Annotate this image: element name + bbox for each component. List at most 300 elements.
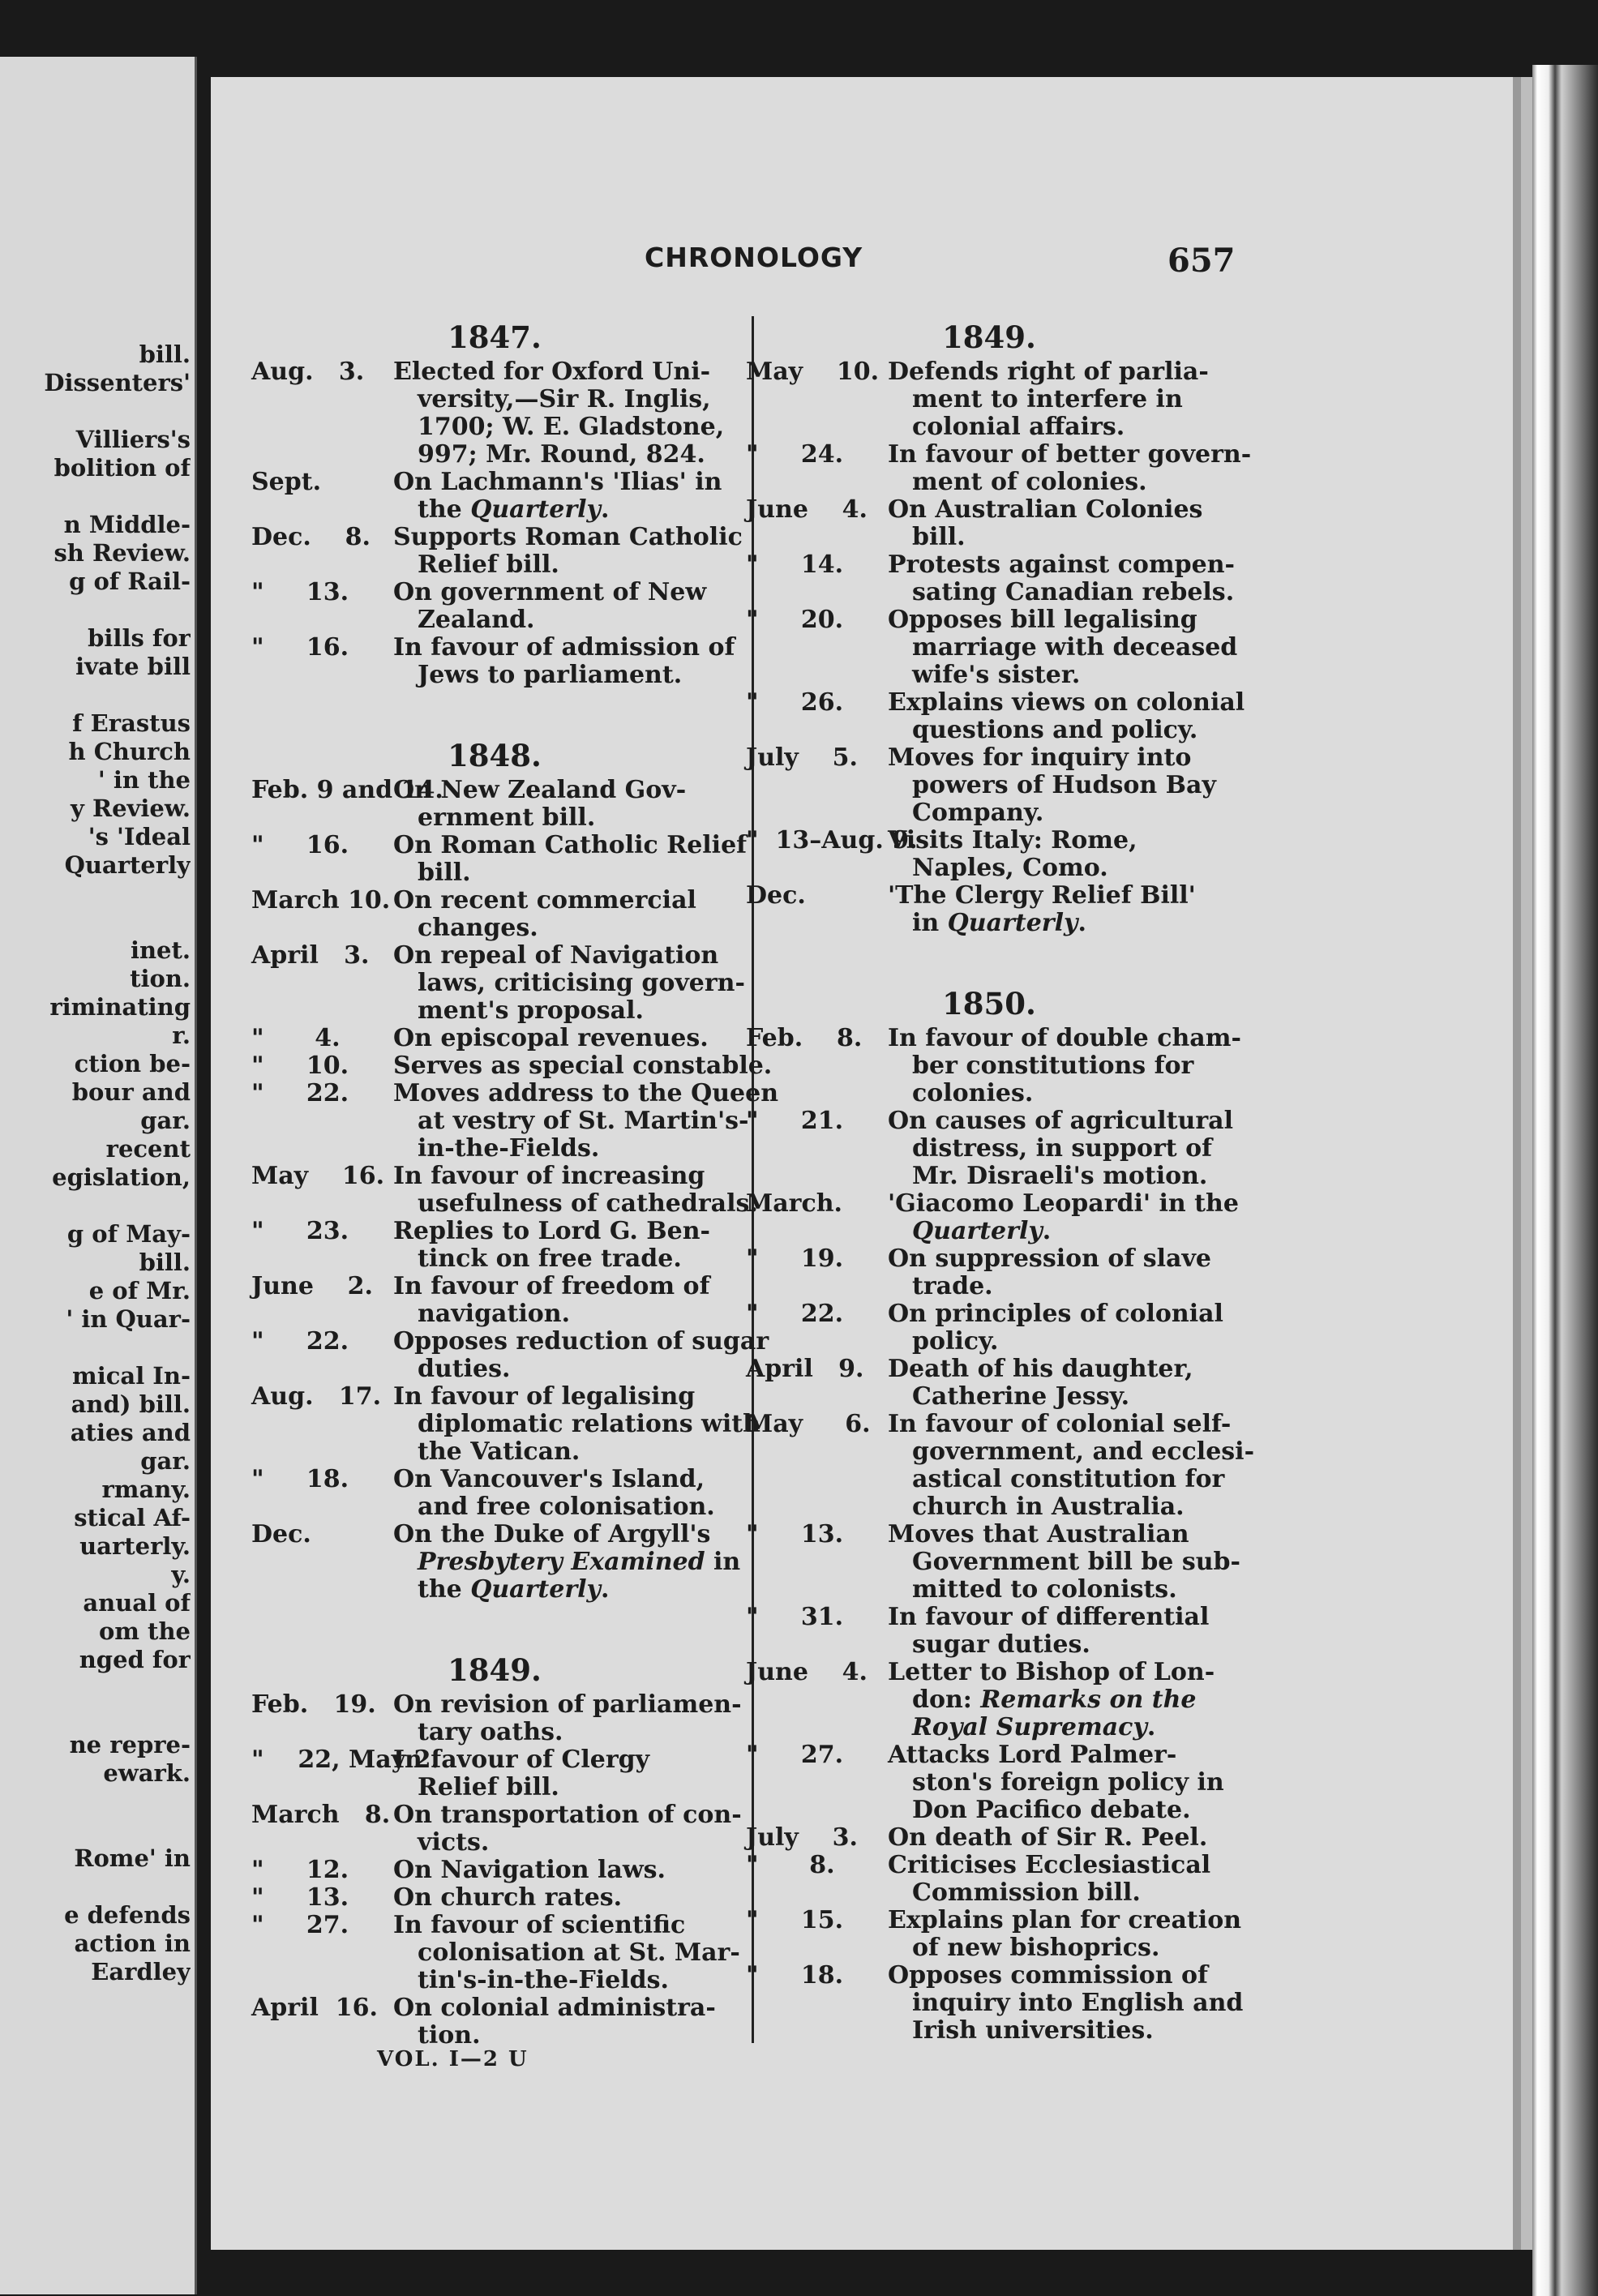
entry-date: " 22. <box>251 1327 349 1356</box>
facing-page-line: bolition of <box>54 454 191 482</box>
chronology-entry <box>251 1912 738 1994</box>
entry-date: Dec. <box>251 1520 311 1549</box>
entry-line: On causes of agricultural <box>888 1107 1233 1135</box>
entry-date: Aug. 17. <box>251 1382 382 1411</box>
facing-page-line: ivate bill <box>75 653 191 680</box>
entry-line: Death of his daughter, <box>888 1355 1193 1383</box>
entry-line: bill. <box>418 859 471 887</box>
entry-description <box>888 441 1251 496</box>
entry-line: colonies. <box>912 1079 1034 1107</box>
facing-page-line <box>0 1816 191 1844</box>
chronology-entry <box>746 1189 1239 1245</box>
facing-page-line: tion. <box>130 965 191 992</box>
facing-page-line: inet. <box>130 936 191 964</box>
entry-line: On Lachmann's 'Ilias' in <box>393 468 722 496</box>
right-column <box>746 308 1255 2045</box>
entry-line: Relief bill. <box>418 550 559 579</box>
entry-date: " 10. <box>251 1052 349 1080</box>
facing-page-line <box>0 482 191 511</box>
entry-description <box>888 1025 1241 1107</box>
chronology-entry <box>746 1356 1232 1411</box>
entry-date: " 19. <box>746 1244 844 1273</box>
entry-line: tin's-in-the-Fields. <box>418 1966 669 1994</box>
entry-date: " 22. <box>251 1079 349 1107</box>
entry-line: On transportation of con- <box>393 1801 742 1829</box>
chronology-entry <box>251 1466 738 1521</box>
entry-line: of new bishoprics. <box>912 1934 1160 1962</box>
entry-line: Serves as special constable. <box>393 1052 773 1080</box>
entry-description <box>888 551 1235 606</box>
entry-line: Attacks Lord Palmer- <box>888 1741 1177 1769</box>
entry-line: In favour of scientific <box>393 1911 686 1939</box>
entry-date: Dec. 8. <box>251 523 371 551</box>
entry-line: sugar duties. <box>912 1630 1090 1659</box>
entry-date: May 6. <box>746 1410 871 1438</box>
chronology-entry <box>251 358 738 469</box>
facing-page-line: sh Review. <box>54 539 191 567</box>
facing-page-line: action in <box>74 1930 191 1957</box>
facing-page-line: Quarterly <box>64 851 191 879</box>
facing-page-line: anual of <box>83 1589 191 1617</box>
entry-line: ston's foreign policy in <box>912 1768 1224 1797</box>
facing-page-line: e defends <box>64 1901 191 1929</box>
entry-line: the Vatican. <box>418 1437 581 1466</box>
chronology-entry <box>746 358 1232 441</box>
chronology-entry <box>746 827 1232 882</box>
facing-page-line: uarterly. <box>79 1532 191 1560</box>
facing-page-line <box>0 397 191 426</box>
chronology-entry <box>251 941 745 1025</box>
chronology-entry <box>251 523 743 579</box>
entry-description <box>393 1466 738 1521</box>
entry-date: " 13. <box>251 578 349 606</box>
facing-page-line: bills for <box>88 624 191 652</box>
entry-date: " 14. <box>746 550 844 579</box>
entry-line: In favour of colonial self- <box>888 1410 1232 1438</box>
entry-date: " 26. <box>746 688 844 717</box>
entry-date: " 23. <box>251 1217 349 1245</box>
entry-line: bill. <box>912 523 966 551</box>
facing-page-line: g of May- <box>66 1220 191 1248</box>
chronology-entry <box>251 1994 738 2050</box>
entry-line: the Quarterly. <box>418 1575 610 1604</box>
entry-line: Opposes reduction of sugar <box>393 1327 769 1356</box>
entry-date: March. <box>746 1189 842 1218</box>
facing-page-line: egislation, <box>52 1163 191 1191</box>
chronology-entry <box>251 1162 758 1218</box>
entry-line: marriage with deceased <box>912 633 1238 662</box>
facing-page-line <box>0 908 191 936</box>
entry-line: In favour of double cham- <box>888 1024 1241 1052</box>
chronology-entry <box>251 1857 738 1884</box>
entry-date: " 16. <box>251 831 349 859</box>
chronology-entry <box>251 1052 773 1080</box>
chronology-entry <box>746 606 1238 689</box>
entry-description <box>393 1912 740 1994</box>
facing-page-line: h Church <box>68 738 191 765</box>
facing-page-line: r. <box>172 1022 191 1049</box>
entry-description <box>393 1052 772 1080</box>
entry-date: " 18. <box>251 1465 349 1493</box>
entry-description <box>393 524 743 579</box>
entry-line: Criticises Ecclesiastical <box>888 1851 1211 1879</box>
entry-line: Jews to parliament. <box>418 661 683 689</box>
entry-line: On colonial administra- <box>393 1994 716 2022</box>
entry-description <box>888 358 1232 441</box>
entry-date: Feb. 8. <box>746 1024 863 1052</box>
chronology-entry <box>251 634 738 689</box>
facing-page-line <box>0 1334 191 1362</box>
entry-date: " 15. <box>746 1906 844 1934</box>
facing-page-line: nged for <box>79 1646 191 1673</box>
entry-line: navigation. <box>418 1300 571 1328</box>
entry-line: diplomatic relations with <box>418 1410 760 1438</box>
entry-description <box>393 1273 738 1328</box>
entry-date: " 4. <box>251 1024 341 1052</box>
entry-description <box>888 496 1232 551</box>
entry-line: colonial affairs. <box>912 413 1125 441</box>
year-heading: 1847. <box>448 319 542 355</box>
chronology-entry <box>251 1025 738 1052</box>
entry-line: Replies to Lord G. Ben- <box>393 1217 710 1245</box>
entry-line: Zealand. <box>418 606 535 634</box>
facing-page-line: bill. <box>139 341 191 368</box>
entry-description <box>393 579 738 634</box>
entry-description <box>888 1824 1232 1852</box>
entry-date: " 27. <box>746 1741 844 1769</box>
entry-line: On Roman Catholic Relief <box>393 831 748 859</box>
year-heading: 1848. <box>448 738 542 773</box>
entry-line: questions and policy. <box>912 716 1198 744</box>
entry-date: April 9. <box>746 1355 864 1383</box>
year-heading: 1849. <box>448 1652 542 1688</box>
chronology-entry <box>251 831 748 887</box>
entry-line: sating Canadian rebels. <box>912 578 1235 606</box>
entry-description <box>888 1604 1232 1659</box>
entry-date: July 5. <box>746 743 858 772</box>
left-column <box>251 308 779 2050</box>
entry-line: In favour of freedom of <box>393 1272 710 1300</box>
facing-page-line: om the <box>98 1617 191 1645</box>
entry-date: " 31. <box>746 1603 844 1631</box>
chronology-entry <box>746 688 1245 744</box>
entry-line: Don Pacifico debate. <box>912 1796 1191 1824</box>
entry-description <box>393 1383 760 1466</box>
entry-description <box>393 1080 778 1163</box>
entry-line: On Vancouver's Island, <box>393 1465 705 1493</box>
entry-line: Opposes bill legalising <box>888 606 1197 634</box>
entry-date: Aug. 3. <box>251 358 365 386</box>
entry-description <box>888 1190 1239 1245</box>
entry-line: Naples, Como. <box>912 854 1108 882</box>
facing-page-line: ' in Quar- <box>66 1305 191 1333</box>
entry-line: Quarterly. <box>912 1217 1052 1245</box>
chronology-entry <box>251 469 738 524</box>
running-head: CHRONOLOGY <box>645 242 863 273</box>
entry-line: trade. <box>912 1272 993 1300</box>
facing-page-line: gar. <box>140 1107 191 1134</box>
entry-line: victs. <box>418 1828 490 1857</box>
entry-line: astical constitution for <box>912 1465 1225 1493</box>
chronology-entry <box>746 1741 1232 1824</box>
page-number: 657 <box>1167 242 1236 280</box>
facing-page-line: rmany. <box>101 1476 191 1503</box>
entry-description <box>393 634 738 689</box>
entry-date: July 3. <box>746 1823 858 1852</box>
entry-description <box>393 1521 740 1604</box>
entry-line: Moves that Australian <box>888 1520 1189 1549</box>
entry-description <box>393 832 747 887</box>
entry-description <box>888 1962 1243 2045</box>
chronology-entry <box>251 1690 742 1746</box>
facing-page-line: mical In- <box>72 1362 191 1390</box>
facing-page-line: Villiers's <box>75 426 191 453</box>
chronology-entry <box>746 1410 1255 1521</box>
entry-description <box>888 1107 1233 1190</box>
entry-line: In favour of increasing <box>393 1162 705 1190</box>
entry-line: On suppression of slave <box>888 1244 1211 1273</box>
entry-line: In favour of differential <box>888 1603 1210 1631</box>
facing-page-line: g of Rail- <box>69 568 191 595</box>
entry-line: 1700; W. E. Gladstone, <box>418 413 725 441</box>
entry-line: In favour of legalising <box>393 1382 696 1411</box>
entry-line: ment's proposal. <box>418 996 644 1025</box>
entry-description <box>888 1521 1240 1604</box>
entry-date: May 10. <box>746 358 880 386</box>
entry-line: On Navigation laws. <box>393 1856 666 1884</box>
entry-line: Explains plan for creation <box>888 1906 1242 1934</box>
facing-page-line: ction be- <box>74 1050 191 1077</box>
chronology-entry <box>746 1604 1232 1659</box>
entry-description <box>393 1884 738 1912</box>
entry-line: Explains views on colonial <box>888 688 1245 717</box>
entry-description <box>888 1852 1232 1907</box>
chronology-entry <box>746 1520 1240 1604</box>
entry-line: 'Giacomo Leopardi' in the <box>888 1189 1239 1218</box>
entry-description <box>393 1857 738 1884</box>
entry-line: On recent commercial <box>393 886 696 915</box>
entry-date: " 27. <box>251 1911 349 1939</box>
chronology-entry <box>746 440 1252 496</box>
entry-date: April 16. <box>251 1994 378 2022</box>
entry-line: Company. <box>912 799 1044 827</box>
signature-mark: VOL. I—2 U <box>377 2047 529 2071</box>
entry-line: changes. <box>418 914 538 942</box>
facing-page-line: recent <box>105 1135 191 1163</box>
facing-page-line: gar. <box>140 1447 191 1475</box>
facing-page-line: Eardley <box>91 1958 191 1985</box>
entry-line: On death of Sir R. Peel. <box>888 1823 1208 1852</box>
entry-description <box>888 1245 1232 1300</box>
entry-line: the Quarterly. <box>418 495 610 524</box>
entry-description <box>393 1025 738 1052</box>
entry-line: ber constitutions for <box>912 1052 1194 1080</box>
entry-line: tion. <box>418 2021 481 2050</box>
entry-description <box>393 469 738 524</box>
chronology-entry <box>251 887 738 942</box>
entry-line: ment of colonies. <box>912 468 1147 496</box>
chronology-entry <box>746 1961 1244 2045</box>
chronology-entry <box>251 1079 779 1163</box>
entry-line: Mr. Disraeli's motion. <box>912 1162 1208 1190</box>
facing-page-line: ' in the <box>97 766 191 794</box>
chronology-entry <box>251 1273 738 1328</box>
facing-page-line: y. <box>171 1561 191 1588</box>
entry-line: in Quarterly. <box>912 909 1086 937</box>
facing-page-line: f Erastus <box>72 709 191 737</box>
entry-description <box>888 1659 1232 1741</box>
facing-page-line: riminating <box>49 993 191 1021</box>
entry-line: versity,—Sir R. Inglis, <box>418 385 711 413</box>
entry-description <box>393 358 738 469</box>
chronology-entry <box>746 1245 1232 1300</box>
entry-description <box>888 606 1237 689</box>
entry-line: On episcopal revenues. <box>393 1024 709 1052</box>
entry-description <box>393 1746 738 1801</box>
entry-date: " 21. <box>746 1107 844 1135</box>
facing-page-line <box>0 681 191 709</box>
entry-description <box>888 1411 1254 1521</box>
chronology-entry <box>746 882 1232 937</box>
entry-date: " 8. <box>746 1851 835 1879</box>
chronology-entry <box>251 1801 742 1857</box>
entry-line: 'The Clergy Relief Bill' <box>888 881 1196 910</box>
entry-line: in-the-Fields. <box>418 1134 600 1163</box>
entry-line: In favour of admission of <box>393 633 735 662</box>
entry-description <box>888 1741 1232 1824</box>
entry-date: Feb. 19. <box>251 1690 376 1719</box>
entry-description <box>393 887 738 942</box>
entry-description <box>888 689 1245 744</box>
entry-description <box>393 942 745 1025</box>
entry-date: " 20. <box>746 606 844 634</box>
entry-line: Elected for Oxford Uni- <box>393 358 711 386</box>
entry-line: inquiry into English and <box>912 1989 1244 2017</box>
entry-description <box>888 1356 1232 1411</box>
year-heading: 1850. <box>942 986 1036 1022</box>
chronology-entry <box>746 1107 1232 1190</box>
entry-date: Dec. <box>746 881 806 910</box>
facing-page-line: bill. <box>139 1249 191 1276</box>
entry-line: In favour of Clergy <box>393 1746 650 1774</box>
entry-date: Sept. <box>251 468 322 496</box>
entry-description <box>393 1691 742 1746</box>
year-heading: 1849. <box>942 319 1036 355</box>
facing-page-line <box>0 1873 191 1901</box>
entry-line: policy. <box>912 1327 999 1356</box>
entry-line: don: Remarks on the <box>912 1686 1197 1714</box>
entry-line: government, and ecclesi- <box>912 1437 1255 1466</box>
facing-page-line: and) bill. <box>71 1390 191 1418</box>
chronology-entry <box>746 550 1235 606</box>
entry-line: Defends right of parlia- <box>888 358 1209 386</box>
entry-line: usefulness of cathedrals. <box>418 1189 758 1218</box>
entry-line: In favour of better govern- <box>888 440 1252 469</box>
entry-line: ment to interfere in <box>912 385 1183 413</box>
entry-line: Irish universities. <box>912 2016 1154 2045</box>
entry-line: Opposes commission of <box>888 1961 1208 1990</box>
entry-date: June 2. <box>251 1272 373 1300</box>
entry-line: On government of New <box>393 578 707 606</box>
entry-line: On church rates. <box>393 1883 623 1912</box>
chronology-entry <box>746 496 1232 551</box>
entry-line: On the Duke of Argyll's <box>393 1520 711 1549</box>
entry-line: Supports Roman Catholic <box>393 523 743 551</box>
entry-line: at vestry of St. Martin's- <box>418 1107 749 1135</box>
entry-line: powers of Hudson Bay <box>912 771 1216 799</box>
facing-page-fragment <box>0 57 197 2294</box>
entry-description <box>888 882 1232 937</box>
entry-date: April 3. <box>251 941 370 970</box>
chronology-entry <box>746 1824 1232 1852</box>
entry-line: colonisation at St. Mar- <box>418 1938 740 1967</box>
entry-line: Visits Italy: Rome, <box>888 826 1137 855</box>
facing-page-line: 's 'Ideal <box>88 823 191 850</box>
facing-page-line: stical Af- <box>74 1504 191 1531</box>
facing-page-line: e of Mr. <box>88 1277 191 1304</box>
chronology-entry <box>251 1520 741 1604</box>
entry-date: " 13. <box>746 1520 844 1549</box>
entry-line: Government bill be sub- <box>912 1548 1240 1576</box>
entry-line: Commission bill. <box>912 1878 1141 1907</box>
chronology-entry <box>251 1218 738 1273</box>
facing-page-line: n Middle- <box>63 511 191 538</box>
entry-description <box>393 1163 758 1218</box>
chronology-entry <box>251 1884 738 1912</box>
entry-line: On New Zealand Gov- <box>393 776 687 804</box>
entry-line: Moves for inquiry into <box>888 743 1192 772</box>
entry-date: " 13. <box>251 1883 349 1912</box>
entry-line: distress, in support of <box>912 1134 1213 1163</box>
entry-line: tinck on free trade. <box>418 1244 682 1273</box>
chronology-entry <box>746 1024 1241 1107</box>
entry-description <box>393 777 738 832</box>
entry-line: duties. <box>418 1355 511 1383</box>
chronology-entry <box>251 1327 769 1383</box>
chronology-entry <box>251 777 738 832</box>
entry-description <box>393 1328 769 1383</box>
entry-description <box>393 1994 738 2050</box>
entry-line: Presbytery Examined in <box>418 1548 741 1576</box>
chronology-entry <box>251 1746 738 1801</box>
entry-description <box>393 1801 742 1857</box>
entry-date: " 24. <box>746 440 844 469</box>
entry-date: March 8. <box>251 1801 391 1829</box>
entry-line: Relief bill. <box>418 1773 559 1801</box>
entry-line: Letter to Bishop of Lon- <box>888 1658 1215 1686</box>
entry-line: ernment bill. <box>418 803 596 832</box>
facing-page-line <box>0 1192 191 1220</box>
facing-page-line: bour and <box>71 1078 191 1106</box>
facing-page-line: Rome' in <box>74 1844 191 1872</box>
entry-description <box>888 744 1232 827</box>
facing-page-line <box>0 880 191 908</box>
chronology-entry <box>746 744 1232 827</box>
entry-description <box>888 1300 1232 1356</box>
facing-page-line: ewark. <box>103 1759 191 1787</box>
facing-page-line: y Review. <box>71 795 191 822</box>
entry-date: June 4. <box>746 1658 868 1686</box>
entry-line: On Australian Colonies <box>888 495 1203 524</box>
entry-line: 997; Mr. Round, 824. <box>418 440 705 469</box>
entry-line: laws, criticising govern- <box>418 969 745 997</box>
entry-date: " 13–Aug. 9. <box>746 826 918 855</box>
facing-page-line <box>0 1788 191 1816</box>
facing-page-line: Dissenters' <box>44 369 191 396</box>
facing-page-line <box>0 1703 191 1731</box>
facing-page-line <box>0 596 191 624</box>
chronology-entry <box>251 1382 760 1466</box>
